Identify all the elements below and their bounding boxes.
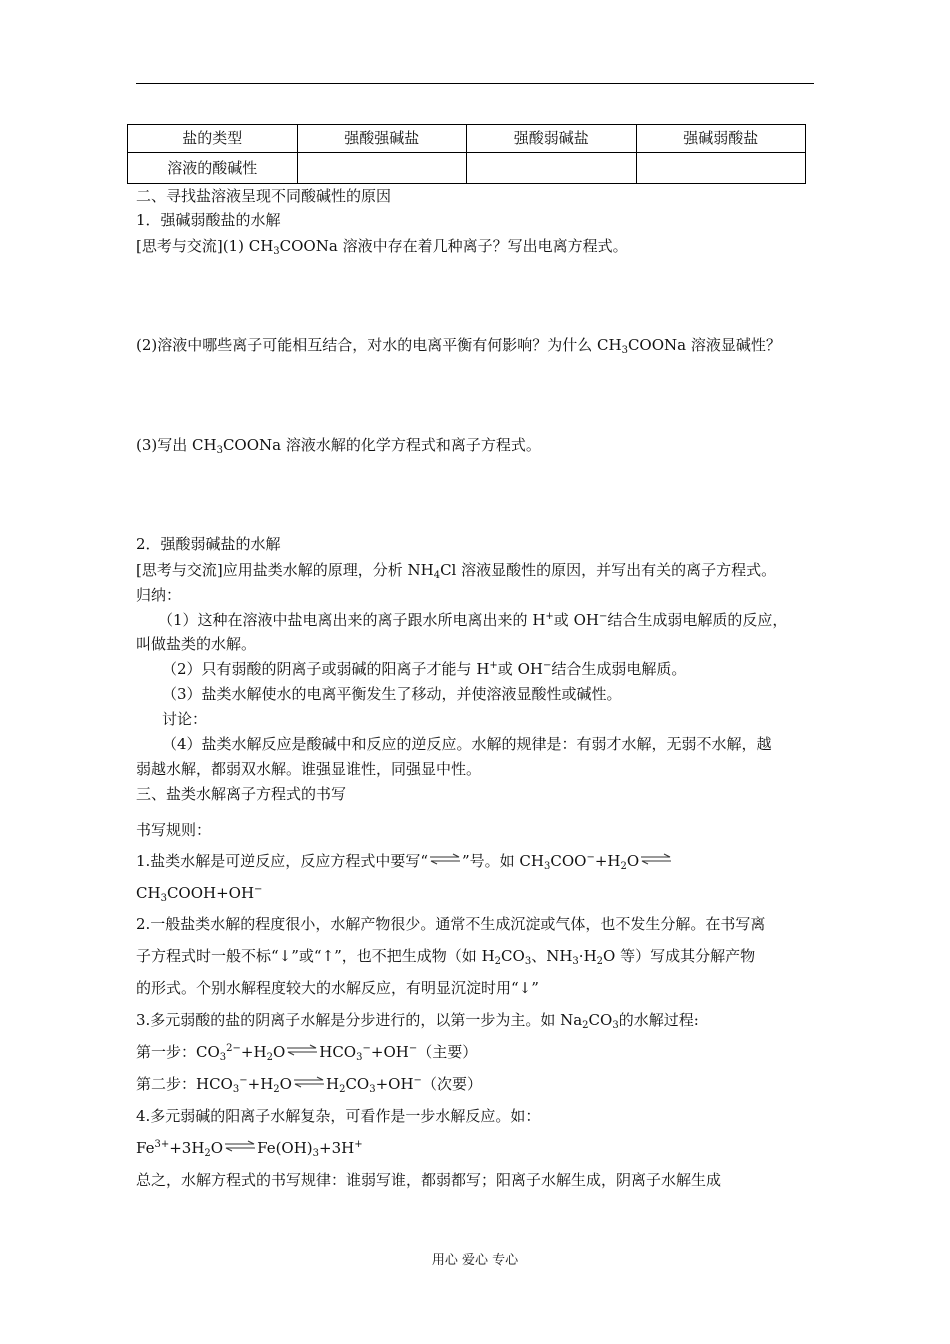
- rule-2-cont-2: 的形式。个别水解程度较大的水解反应，有明显沉淀时用“↓”: [136, 979, 539, 997]
- step-2-equation: 第二步：$HCO_3^-+H_2O$ $H_2CO_3+OH^-$（次要）: [136, 1075, 482, 1095]
- conclusion: 总之，水解方程式的书写规律：谁弱写谁，都弱都写；阳离子水解生成，阴离子水解生成: [136, 1171, 722, 1189]
- subsection-1-title: 1．强碱弱酸盐的水解: [136, 211, 281, 229]
- header-rule: [136, 83, 814, 84]
- discussion-label: 讨论：: [162, 710, 208, 728]
- reversible-arrow-icon: [640, 853, 672, 865]
- table-cell: 盐的类型: [128, 125, 298, 153]
- reversible-arrow-icon: [429, 853, 461, 865]
- table-cell-empty: [467, 153, 637, 184]
- reversible-arrow-icon: [224, 1140, 256, 1152]
- summary-title: 归纳：: [136, 586, 182, 604]
- question-1: [思考与交流](1) $CH_3COONa$ 溶液中存在着几种离子？写出电离方程式。: [136, 237, 628, 257]
- rule-4: 4.多元弱碱的阳离子水解复杂，可看作是一步水解反应。如：: [136, 1107, 541, 1125]
- table-row: [128, 125, 806, 153]
- section-3-title: 三、盐类水解离子方程式的书写: [136, 785, 347, 803]
- table-cell: 强酸弱碱盐: [467, 125, 637, 153]
- summary-4-cont: 弱越水解，都弱双水解。谁强显谁性，同强显中性。: [136, 760, 482, 778]
- rules-title: 书写规则：: [136, 821, 212, 839]
- rule-2: 2.一般盐类水解的程度很小，水解产物很少。通常不生成沉淀或气体，也不发生分解。在书写离: [136, 915, 766, 933]
- rule-2-cont: 子方程式时一般不标“↓”或“↑”，也不把生成物（如 $H_2CO_3$、$NH_3\cdot H_2O$ 等）写成其分解产物: [136, 947, 756, 967]
- rule-1-cont: $CH_3COOH+OH^-$: [136, 884, 263, 904]
- section-2-title: 二、寻找盐溶液呈现不同酸碱性的原因: [136, 187, 392, 205]
- rule-1: 1.盐类水解是可逆反应，反应方程式中要写“ ”号。如 $CH_3COO^-+H_2O$: [136, 851, 673, 871]
- table-cell: 强酸强碱盐: [297, 125, 467, 153]
- salt-type-table: [127, 124, 806, 184]
- summary-4: （4）盐类水解反应是酸碱中和反应的逆反应。水解的规律是：有弱才水解，无弱不水解，越: [162, 735, 772, 753]
- question-4: [思考与交流]应用盐类水解的原理，分析 $NH_4Cl$ 溶液显酸性的原因，并写出有关的离子方程式。: [136, 561, 777, 581]
- summary-3: （3）盐类水解使水的电离平衡发生了移动，并使溶液显酸性或碱性。: [162, 685, 622, 703]
- subsection-2-title: 2．强酸弱碱盐的水解: [136, 535, 281, 553]
- table-cell-empty: [636, 153, 806, 184]
- page-footer: 用心 爱心 专心: [431, 1253, 519, 1268]
- question-3: (3)写出 $CH_3COONa$ 溶液水解的化学方程式和离子方程式。: [136, 436, 541, 456]
- summary-1: （1）这种在溶液中盐电离出来的离子跟水所电离出来的 H+或 OH−结合生成弱电解质的反应，: [158, 611, 788, 629]
- question-2: (2)溶液中哪些离子可能相互结合，对水的电离平衡有何影响？为什么 $CH_3COONa$ 溶液显碱性？: [136, 336, 781, 356]
- table-cell: 强碱弱酸盐: [636, 125, 806, 153]
- rule-3: 3.多元弱酸的盐的阴离子水解是分步进行的，以第一步为主。如 $Na_2CO_3$的水解过程:: [136, 1011, 699, 1031]
- table-cell-empty: [297, 153, 467, 184]
- table-row: [128, 153, 806, 184]
- table-cell: 溶液的酸碱性: [128, 153, 298, 184]
- reversible-arrow-icon: [293, 1076, 325, 1088]
- summary-2: （2）只有弱酸的阴离子或弱碱的阳离子才能与 H+或 OH−结合生成弱电解质。: [162, 660, 687, 678]
- reversible-arrow-icon: [286, 1044, 318, 1056]
- summary-1-cont: 叫做盐类的水解。: [136, 635, 257, 653]
- fe-equation: $Fe^{3+}+3H_2O$ $Fe(OH)_3+3H^+$: [136, 1139, 363, 1159]
- step-1-equation: 第一步：$CO_3^{2-}+H_2O$ $HCO_3^-+OH^-$（主要）: [136, 1043, 478, 1063]
